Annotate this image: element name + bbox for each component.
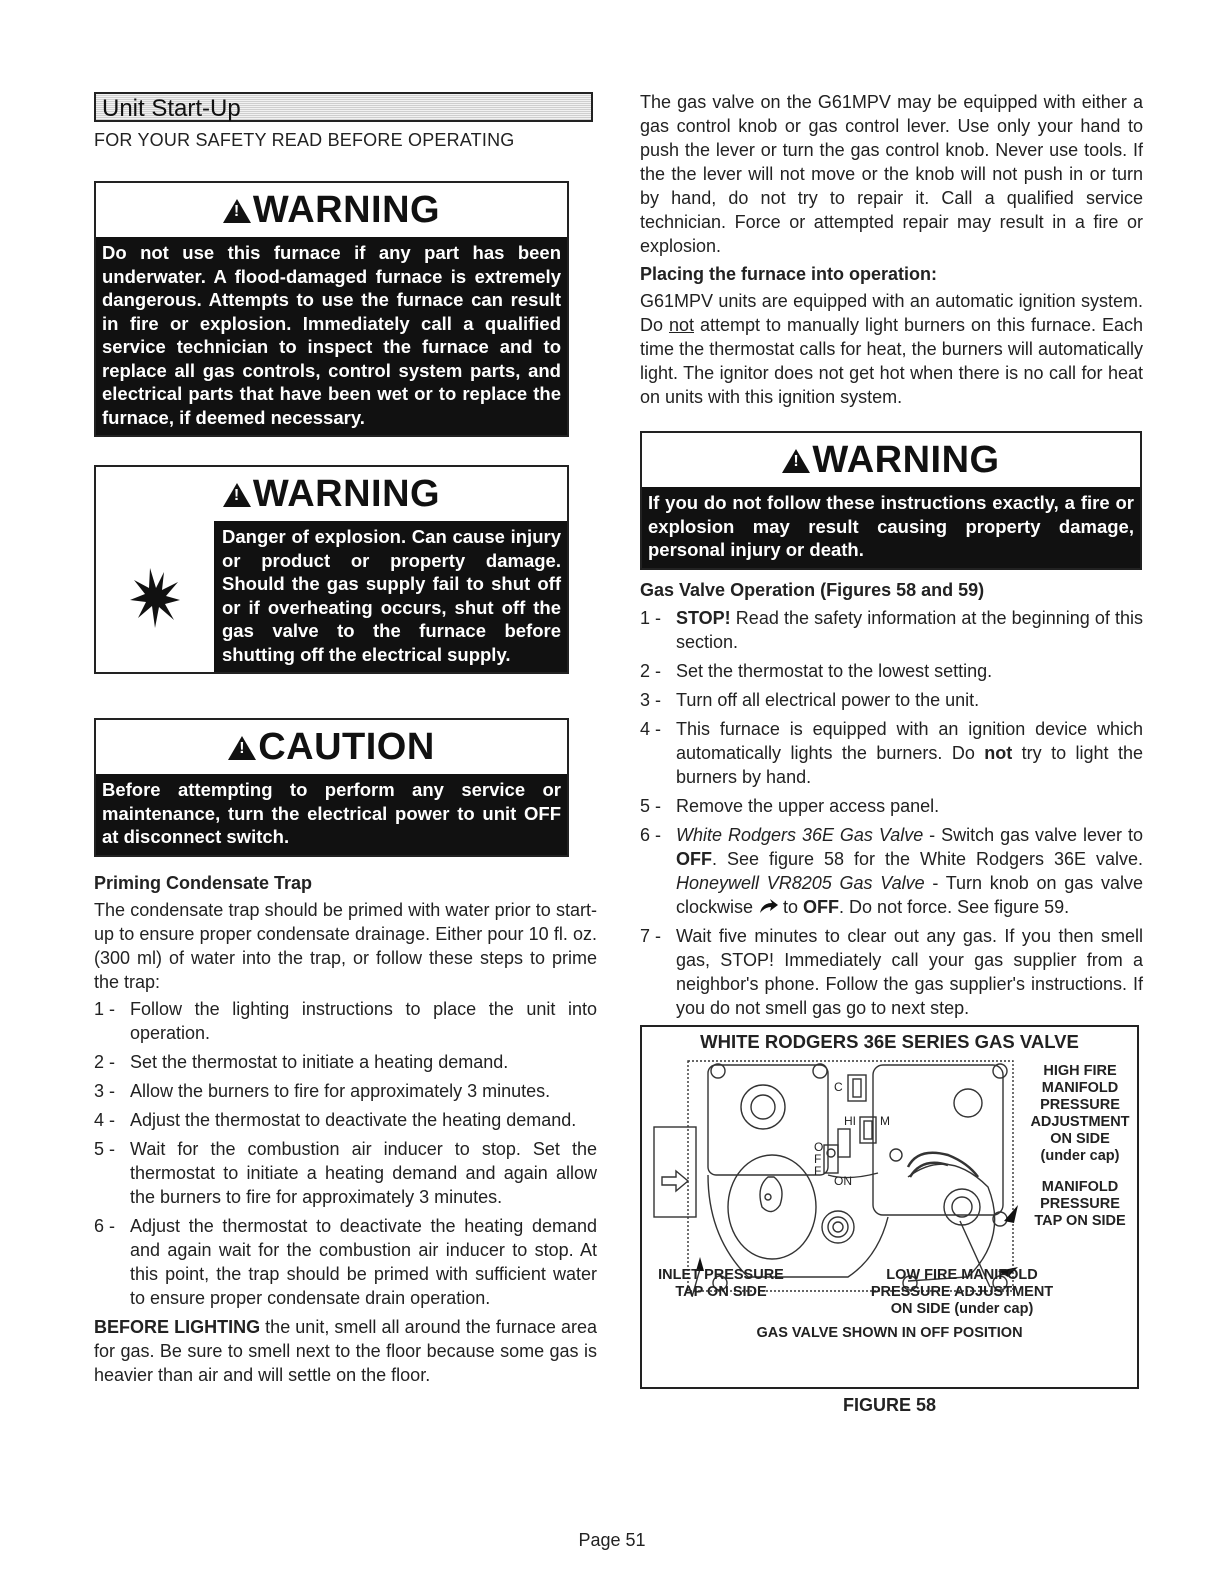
valve-label-m: M xyxy=(880,1113,890,1128)
label-off-position: GAS VALVE SHOWN IN OFF POSITION xyxy=(756,1324,1023,1341)
valve-label-off-f1: F xyxy=(814,1151,822,1166)
valve-label-off-f2: F xyxy=(814,1163,822,1178)
list-item: 1 - STOP! Read the safety information at the beginning of this section. xyxy=(640,607,1143,652)
clockwise-arrow-icon xyxy=(758,899,778,915)
placing-heading: Placing the furnace into operation: xyxy=(640,264,938,284)
list-item: 3 - Allow the burners to fire for approximately 3 minutes. xyxy=(94,1080,551,1101)
figure-caption: FIGURE 58 xyxy=(842,1394,937,1415)
warning-box-explosion xyxy=(94,465,569,674)
list-item: 4 - This furnace is equipped with an ignition device which automatically lights the burners. Do not try to light the burners by hand. xyxy=(640,718,1143,787)
warning-triangle-icon xyxy=(782,449,810,473)
gas-valve-heading: Gas Valve Operation (Figures 58 and 59) xyxy=(640,579,985,600)
warning-box-flood xyxy=(94,181,569,437)
valve-label-on: ON xyxy=(834,1173,852,1188)
list-item: 3 - Turn off all electrical power to the unit. xyxy=(640,689,980,710)
left-column xyxy=(94,92,597,1387)
list-item: 1 - Follow the lighting instructions to place the unit into operation. xyxy=(94,998,597,1043)
warning-body: If you do not follow these instructions exactly, a fire or explosion may result causing property damage, personal injury or death. xyxy=(642,487,1140,568)
list-item: 5 - Wait for the combustion air inducer to stop. Set the thermostat to initiate a heating demand and again allow the burners to fire for approximately 3 minutes. xyxy=(94,1138,597,1207)
page-number: Page 51 xyxy=(578,1530,646,1550)
list-item: 2 - Set the thermostat to initiate a heating demand. xyxy=(94,1051,509,1072)
gas-valve-steps xyxy=(640,606,1143,1020)
list-item: 2 - Set the thermostat to the lowest setting. xyxy=(640,660,993,681)
caution-triangle-icon xyxy=(228,736,256,760)
priming-steps xyxy=(94,997,597,1310)
section-title: Unit Start-Up xyxy=(94,92,593,122)
caution-header: !CAUTION xyxy=(96,720,567,774)
priming-intro: The condensate trap should be primed with water prior to start-up to ensure proper condensate drainage. Either pour 10 fl. oz. (300 ml) of water into the trap, or follow these steps to prime the trap: xyxy=(94,899,597,992)
warning-content xyxy=(96,521,567,672)
before-lighting: BEFORE LIGHTING the unit, smell all around the furnace area for gas. Be sure to smell next to the floor because some gas is heavier than air and will settle on the floor. xyxy=(94,1316,598,1385)
caution-box xyxy=(94,718,569,857)
warning-box-instructions xyxy=(640,431,1142,570)
gas-valve-intro: The gas valve on the G61MPV may be equipped with either a gas control knob or gas control lever. Use only your hand to push the lever or turn the gas control knob. Never use tools. If the the lever will not move or the knob will not push in or turn by hand, do not try to repair it. Call a qualified service technician. Force or attempted repair may result in a fire or explosion. xyxy=(640,92,1143,256)
figure-gas-valve xyxy=(640,1025,1139,1389)
gas-valve-diagram xyxy=(648,1057,1023,1297)
caution-body: Before attempting to perform any service or maintenance, turn the electrical power to unit OFF at disconnect switch. xyxy=(96,774,567,855)
explosion-icon xyxy=(96,521,214,672)
label-inlet-tap: INLET PRESSURE TAP ON SIDE xyxy=(658,1266,784,1300)
list-item: 6 - Adjust the thermostat to deactivate the heating demand and again wait for the combustion air inducer to stop. At this point, the trap should be primed with sufficient water to ensure proper condensate drain operation. xyxy=(94,1215,597,1308)
list-item: 7 - Wait five minutes to clear out any gas. If you then smell gas, STOP! Immediately call your gas supplier from a neighbor's phone. Follow the gas supplier's instructions. If you do not smell gas go to next step. xyxy=(640,925,1143,1018)
label-low-fire: LOW FIRE MANIFOLD PRESSURE ADJUSTMENT ON SIDE (under cap) xyxy=(870,1266,1054,1317)
warning-triangle-icon xyxy=(223,199,251,223)
priming-heading: Priming Condensate Trap xyxy=(94,872,313,893)
list-item: 6 - White Rodgers 36E Gas Valve - Switch gas valve lever to OFF. See figure 58 for the White Rodgers 36E valve. Honeywell VR8205 Gas Valve - Turn knob on gas valve clockwise to OFF. Do not force. See figure 59. xyxy=(640,824,1143,917)
safety-note: FOR YOUR SAFETY READ BEFORE OPERATING xyxy=(94,130,515,150)
figure-title: WHITE RODGERS 36E SERIES GAS VALVE xyxy=(700,1030,1079,1052)
warning-triangle-icon xyxy=(223,483,251,507)
valve-label-c: C xyxy=(834,1079,843,1094)
warning-header: !WARNING xyxy=(96,467,567,521)
warning-body: Do not use this furnace if any part has been underwater. A flood-damaged furnace is extremely dangerous. Attempts to use the furnace can result in fire or explosion. Immediately call a qualified service technician to inspect the furnace and to replace all gas controls, control system parts, and electrical parts that have been wet or to replace the furnace, if deemed necessary. xyxy=(96,237,567,435)
warning-body: Danger of explosion. Can cause injury or product or property damage. Should the gas supply fail to shut off or if overheating occurs, shut off the gas valve to the furnace before shutting off the electrical supply. xyxy=(214,521,567,672)
warning-header: !WARNING xyxy=(96,183,567,237)
label-manifold-tap: MANIFOLD PRESSURE TAP ON SIDE xyxy=(1034,1178,1126,1229)
valve-label-off-o: O xyxy=(814,1139,824,1154)
warning-header: !WARNING xyxy=(642,433,1140,487)
list-item: 5 - Remove the upper access panel. xyxy=(640,795,940,816)
placing-text: G61MPV units are equipped with an automatic ignition system. Do not attempt to manually light burners on this furnace. Each time the thermostat calls for heat, the burners will automatically light. The ignitor does not get hot when there is no call for heat on units with this ignition system. xyxy=(640,291,1143,407)
label-high-fire: HIGH FIRE MANIFOLD PRESSURE ADJUSTMENT ON SIDE (under cap) xyxy=(1030,1062,1130,1164)
right-column xyxy=(640,90,1143,1416)
list-item: 4 - Adjust the thermostat to deactivate the heating demand. xyxy=(94,1109,577,1130)
valve-label-hi: HI xyxy=(844,1113,856,1128)
